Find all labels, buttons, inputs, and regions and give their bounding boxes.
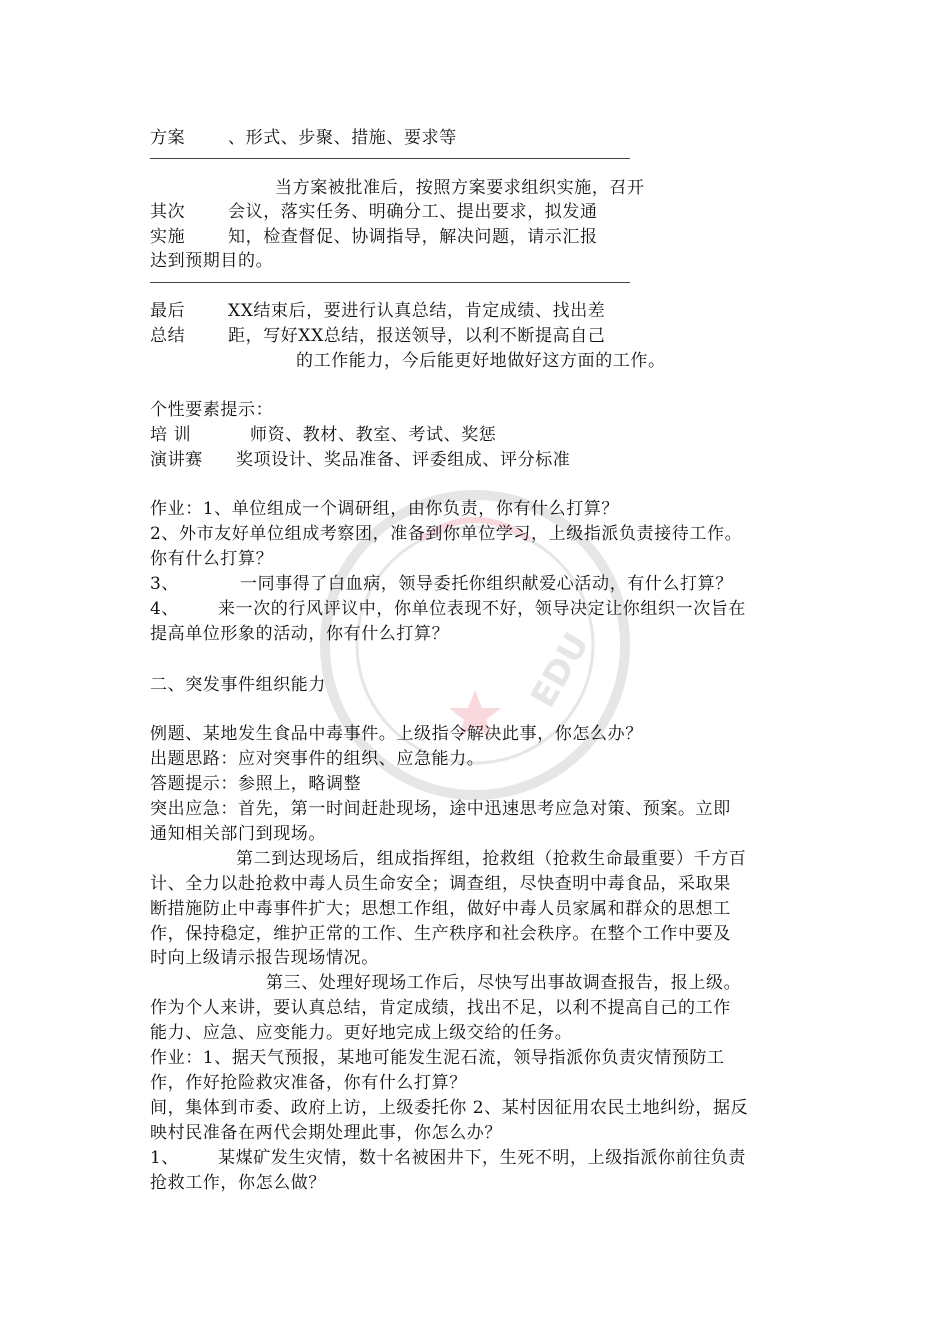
tips-speech-label: 演讲赛 <box>150 450 203 470</box>
impl-line: 会议，落实任务、明确分工、提出要求，拟发通 <box>228 202 598 222</box>
tips-training-text: 师资、教材、教室、考试、奖惩 <box>250 425 497 445</box>
impl-line: 当方案被批准后，按照方案要求组织实施，召开 <box>275 178 645 198</box>
final-label: 总结 <box>150 326 186 346</box>
plan-text: 、形式、步聚、措施、要求等 <box>228 128 457 148</box>
homework-number: 1、 <box>150 1148 180 1168</box>
homework-line: 提高单位形象的活动，你有什么打算？ <box>150 624 450 644</box>
homework-line: 2、外市友好单位组成考察团，准备到你单位学习，上级指派负责接待工作。 <box>150 524 743 544</box>
idea-line: 出题思路：应对突事件的组织、应急能力。 <box>150 749 485 769</box>
homework-line: 作业：1、据天气预报，某地可能发生泥石流，领导指派你负责灾情预防工 <box>150 1048 725 1068</box>
body-line: 时向上级请示报告现场情况。 <box>150 948 379 968</box>
body-line: 断措施防止中毒事件扩大；思想工作组，做好中毒人员家属和群众的思想工 <box>150 899 731 919</box>
homework-number: 4、 <box>150 599 180 619</box>
impl-line: 达到预期目的。 <box>150 251 274 271</box>
tips-heading: 个性要素提示： <box>150 400 274 420</box>
homework-line: 你有什么打算？ <box>150 549 274 569</box>
svg-text:EDU: EDU <box>523 626 598 715</box>
homework-line: 抢救工作，你怎么做？ <box>150 1173 326 1193</box>
homework-line: 一同事得了白血病，领导委托你组织献爱心活动，有什么打算？ <box>240 574 733 594</box>
homework-line: 某煤矿发生灾情，数十名被困井下，生死不明，上级指派你前往负责 <box>218 1148 746 1168</box>
body-line: 作，保持稳定，维护正常的工作、生产秩序和社会秩序。在整个工作中要及 <box>150 924 731 944</box>
body-line: 第二到达现场后，组成指挥组，抢救组（抢救生命最重要）千方百 <box>236 849 747 869</box>
section-heading: 二、突发事件组织能力 <box>150 675 326 695</box>
body-line: 能力、应急、应变能力。更好地完成上级交给的任务。 <box>150 1023 573 1043</box>
tips-speech-text: 奖项设计、奖品准备、评委组成、评分标准 <box>236 450 571 470</box>
plan-label: 方案 <box>150 128 186 148</box>
divider-rule <box>150 158 630 159</box>
final-label: 最后 <box>150 301 186 321</box>
body-line: 计、全力以赴抢救中毒人员生命安全；调查组，尽快查明中毒食品，采取果 <box>150 874 731 894</box>
impl-label: 其次 <box>150 202 186 222</box>
final-line: 的工作能力，今后能更好地做好这方面的工作。 <box>296 351 666 371</box>
final-line: XX结束后，要进行认真总结，肯定成绩、找出差 <box>228 301 606 321</box>
homework-line: 来一次的行风评议中，你单位表现不好，领导决定让你组织一次旨在 <box>218 599 746 619</box>
impl-label: 实施 <box>150 227 186 247</box>
body-line: 第三、处理好现场工作后，尽快写出事故调查报告，报上级。 <box>266 973 742 993</box>
homework-line: 间，集体到市委、政府上访，上级委托你 2、某村因征用农民土地纠纷，据反 <box>150 1098 749 1118</box>
body-line: 突出应急：首先，第一时间赶赴现场，途中迅速思考应急对策、预案。立即 <box>150 799 731 819</box>
body-line: 通知相关部门到现场。 <box>150 824 326 844</box>
homework-line: 作，作好抢险救灾准备，你有什么打算？ <box>150 1073 467 1093</box>
impl-line: 知，检查督促、协调指导，解决问题，请示汇报 <box>228 227 598 247</box>
divider-rule <box>150 282 630 283</box>
homework-line: 映村民准备在两代会期处理此事，你怎么办？ <box>150 1123 502 1143</box>
example-line: 例题、某地发生食品中毒事件。上级指令解决此事，你怎么办？ <box>150 724 643 744</box>
tips-training-label: 培 训 <box>150 425 192 445</box>
homework-number: 3、 <box>150 574 180 594</box>
hint-line: 答题提示：参照上，略调整 <box>150 774 362 794</box>
body-line: 作为个人来讲，要认真总结，肯定成绩，找出不足，以利不提高自己的工作 <box>150 998 731 1018</box>
homework-line: 作业：1、单位组成一个调研组，由你负责，你有什么打算？ <box>150 499 620 519</box>
final-line: 距，写好XX总结，报送领导，以利不断提高自己 <box>228 326 606 346</box>
